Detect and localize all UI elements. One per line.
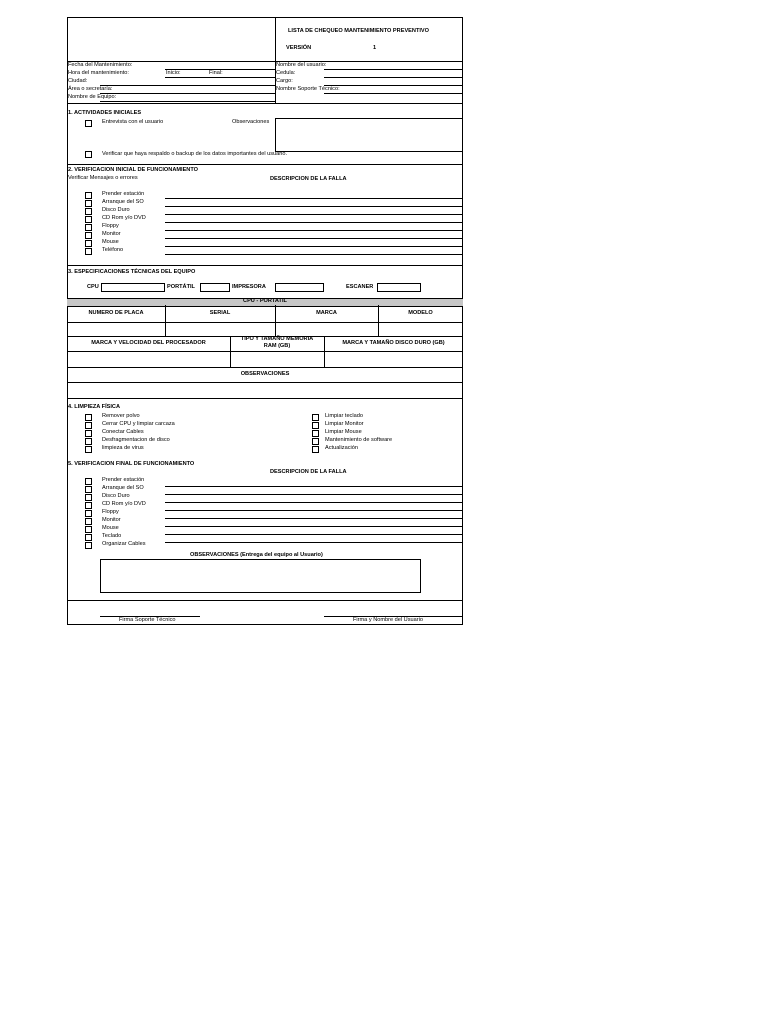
marca-input[interactable] bbox=[276, 323, 378, 336]
check-item-label: Teléfono bbox=[102, 247, 124, 253]
cleaning-item-label: Cerrar CPU y limpiar carcaza bbox=[102, 421, 175, 427]
final-check-checkbox[interactable] bbox=[85, 486, 92, 493]
hora-field[interactable] bbox=[165, 77, 275, 78]
cedula-field[interactable] bbox=[324, 77, 463, 78]
usuario-label: Nombre del usuario: bbox=[276, 62, 327, 68]
s3-obs-header: OBSERVACIONES bbox=[240, 371, 290, 377]
final-check-label: Prender estación bbox=[102, 477, 145, 483]
final-check-label: Arranque del SO bbox=[102, 485, 144, 491]
equipo-field[interactable] bbox=[100, 101, 275, 102]
col-marca: MARCA bbox=[316, 310, 337, 316]
inicio-label: Inicio: bbox=[166, 70, 181, 76]
falla-line[interactable] bbox=[165, 238, 462, 239]
equipo-label: Nombre de Equipo: bbox=[68, 94, 117, 100]
s2-bottom-line bbox=[67, 265, 463, 266]
escaner-field[interactable] bbox=[377, 283, 421, 292]
final-check-checkbox[interactable] bbox=[85, 494, 92, 501]
escaner-label: ESCANER bbox=[346, 284, 374, 290]
final-check-label: Teclado bbox=[102, 533, 122, 539]
col-procesador: MARCA Y VELOCIDAD DEL PROCESADOR bbox=[91, 340, 206, 346]
cleaning-item-checkbox[interactable] bbox=[85, 414, 92, 421]
serial-input[interactable] bbox=[166, 323, 275, 336]
final-check-label: Monitor bbox=[102, 517, 121, 523]
cleaning-item-checkbox[interactable] bbox=[85, 438, 92, 445]
final-check-checkbox[interactable] bbox=[85, 542, 92, 549]
s4-title: 4. LIMPIEZA FÍSICA bbox=[68, 404, 121, 410]
soporte-label: Nombre Soporte Técnico: bbox=[276, 86, 340, 92]
observaciones-field[interactable] bbox=[275, 118, 463, 152]
falla-line[interactable] bbox=[165, 254, 462, 255]
cleaning-item-checkbox[interactable] bbox=[312, 438, 319, 445]
final-check-checkbox[interactable] bbox=[85, 526, 92, 533]
area-field[interactable] bbox=[100, 93, 275, 94]
falla-line[interactable] bbox=[165, 246, 462, 247]
final-check-checkbox[interactable] bbox=[85, 534, 92, 541]
ciudad-field[interactable] bbox=[100, 85, 275, 86]
final-check-checkbox[interactable] bbox=[85, 510, 92, 517]
falla-line[interactable] bbox=[165, 206, 462, 207]
final-falla-line[interactable] bbox=[165, 494, 462, 495]
final-check-label: Floppy bbox=[102, 509, 119, 515]
s5-obs-header: OBSERVACIONES (Entrega del equipo al Usuario) bbox=[190, 552, 323, 558]
final-check-label: Disco Duro bbox=[102, 493, 130, 499]
cleaning-item-checkbox[interactable] bbox=[312, 430, 319, 437]
form-title: LISTA DE CHEQUEO MANTENIMIENTO PREVENTIVO bbox=[288, 28, 429, 34]
check-item-checkbox[interactable] bbox=[85, 208, 92, 215]
impresora-field[interactable] bbox=[275, 283, 324, 292]
s5-bottom-line bbox=[67, 600, 463, 601]
version-label: VERSIÓN bbox=[286, 45, 312, 51]
final-label: Final: bbox=[209, 70, 223, 76]
check-item-checkbox[interactable] bbox=[85, 248, 92, 255]
s2-subtitle: Verificar Mensajes o errores bbox=[68, 175, 138, 181]
check-item-label: Disco Duro bbox=[102, 207, 130, 213]
cleaning-item-checkbox[interactable] bbox=[312, 422, 319, 429]
final-check-checkbox[interactable] bbox=[85, 478, 92, 485]
hora-label: Hora del mantenimiento: bbox=[68, 70, 129, 76]
cleaning-item-label: Mantenimiento de software bbox=[325, 437, 393, 443]
modelo-input[interactable] bbox=[379, 323, 463, 336]
col-ram-line1: TIPO Y TAMAÑO MEMORIA bbox=[240, 336, 314, 342]
col-serial: SERIAL bbox=[209, 310, 231, 316]
ciudad-label: Ciudad: bbox=[68, 78, 88, 84]
cleaning-item-label: Actualización bbox=[325, 445, 358, 451]
cpu-field[interactable] bbox=[101, 283, 165, 292]
info-divider bbox=[275, 61, 276, 103]
usuario-field[interactable] bbox=[324, 69, 463, 70]
s1-bottom-line bbox=[67, 164, 463, 165]
cleaning-item-label: Remover polvo bbox=[102, 413, 140, 419]
portatil-field[interactable] bbox=[200, 283, 230, 292]
fecha-field[interactable] bbox=[165, 69, 275, 70]
cpu-label: CPU bbox=[87, 284, 99, 290]
firma-usuario-label: Firma y Nombre del Usuario bbox=[353, 617, 423, 623]
cleaning-item-label: Limpiar Monitor bbox=[325, 421, 364, 427]
cleaning-item-label: limpieza de virus bbox=[102, 445, 144, 451]
cargo-label: Cargo: bbox=[276, 78, 293, 84]
s2-falla-header: DESCRIPCION DE LA FALLA bbox=[270, 176, 347, 182]
check-item-label: Monitor bbox=[102, 231, 121, 237]
s5-title: 5. VERIFICACION FINAL DE FUNCIONAMIENTO bbox=[68, 461, 195, 467]
portatil-label: PORTÁTIL bbox=[167, 284, 195, 290]
check-item-label: Prender estación bbox=[102, 191, 145, 197]
check-item-checkbox[interactable] bbox=[85, 200, 92, 207]
version-value: 1 bbox=[373, 45, 377, 51]
final-falla-line[interactable] bbox=[165, 486, 462, 487]
cleaning-item-label: Limpiar Mouse bbox=[325, 429, 362, 435]
final-falla-line[interactable] bbox=[165, 526, 462, 527]
procesador-input[interactable] bbox=[68, 352, 230, 367]
disco-input[interactable] bbox=[325, 352, 463, 367]
final-check-label: CD Rom y/o DVD bbox=[102, 501, 146, 507]
final-check-checkbox[interactable] bbox=[85, 502, 92, 509]
cleaning-item-checkbox[interactable] bbox=[312, 414, 319, 421]
col-placa: NUMERO DE PLACA bbox=[88, 310, 144, 316]
check-item-label: Mouse bbox=[102, 239, 119, 245]
final-falla-line[interactable] bbox=[165, 542, 462, 543]
s5-falla-header: DESCRIPCION DE LA FALLA bbox=[270, 469, 347, 475]
cargo-field[interactable] bbox=[324, 85, 463, 86]
final-falla-line[interactable] bbox=[165, 502, 462, 503]
cleaning-item-label: Limpiar teclado bbox=[325, 413, 363, 419]
entrevista-checkbox[interactable] bbox=[85, 120, 92, 127]
falla-line[interactable] bbox=[165, 214, 462, 215]
falla-line[interactable] bbox=[165, 230, 462, 231]
col-modelo: MODELO bbox=[408, 310, 433, 316]
s1-title: 1. ACTIVIDADES INICIALES bbox=[68, 110, 142, 116]
fecha-label: Fecha del Mantenimiento: bbox=[68, 62, 133, 68]
entrevista-label: Entrevista con el usuario bbox=[102, 119, 164, 125]
backup-label: Verificar que haya respaldo o backup de los datos importantes del usuario. bbox=[102, 151, 288, 157]
cleaning-item-label: Desfragmentacion de disco bbox=[102, 437, 170, 443]
backup-checkbox[interactable] bbox=[85, 151, 92, 158]
final-falla-line[interactable] bbox=[165, 510, 462, 511]
s2-title: 2. VERIFICACION INICIAL DE FUNCIONAMIENTO bbox=[68, 167, 199, 173]
s3-title: 3. ESPECIFICACIONES TÉCNICAS DEL EQUIPO bbox=[68, 269, 196, 275]
final-check-checkbox[interactable] bbox=[85, 518, 92, 525]
info-bottom-line bbox=[67, 103, 463, 104]
final-falla-line[interactable] bbox=[165, 534, 462, 535]
cleaning-item-checkbox[interactable] bbox=[85, 422, 92, 429]
ram-input[interactable] bbox=[231, 352, 324, 367]
check-item-checkbox[interactable] bbox=[85, 232, 92, 239]
s3-bottom-line bbox=[67, 398, 463, 399]
falla-line[interactable] bbox=[165, 222, 462, 223]
cleaning-item-checkbox[interactable] bbox=[85, 446, 92, 453]
final-check-label: Mouse bbox=[102, 525, 119, 531]
col-disco: MARCA Y TAMAÑO DISCO DURO (GB) bbox=[342, 340, 445, 346]
check-item-checkbox[interactable] bbox=[85, 192, 92, 199]
cpu-portatil-band-label: CPU - PORTATIL bbox=[243, 298, 287, 304]
final-falla-line[interactable] bbox=[165, 518, 462, 519]
check-item-checkbox[interactable] bbox=[85, 240, 92, 247]
s5-obs-field[interactable] bbox=[100, 559, 421, 593]
header-divider bbox=[275, 17, 276, 61]
col-ram-line2: RAM (GB) bbox=[263, 343, 291, 349]
check-item-label: Arranque del SO bbox=[102, 199, 144, 205]
cleaning-item-label: Conectar Cables bbox=[102, 429, 144, 435]
check-item-checkbox[interactable] bbox=[85, 216, 92, 223]
s3-obs-input[interactable] bbox=[68, 383, 463, 398]
check-item-label: CD Rom y/o DVD bbox=[102, 215, 146, 221]
final-check-label: Organizar Cables bbox=[102, 541, 146, 547]
firma-soporte-label: Firma Soporte Técnico bbox=[119, 617, 176, 623]
soporte-field[interactable] bbox=[324, 93, 463, 94]
check-item-label: Floppy bbox=[102, 223, 119, 229]
table2-bottom-line bbox=[67, 367, 463, 368]
observaciones-label: Observaciones bbox=[232, 119, 270, 125]
cleaning-item-checkbox[interactable] bbox=[312, 446, 319, 453]
area-label: Área o secretaría: bbox=[68, 86, 113, 92]
cedula-label: Cedula: bbox=[276, 70, 296, 76]
placa-input[interactable] bbox=[68, 323, 165, 336]
check-item-checkbox[interactable] bbox=[85, 224, 92, 231]
cleaning-item-checkbox[interactable] bbox=[85, 430, 92, 437]
falla-line[interactable] bbox=[165, 198, 462, 199]
impresora-label: IMPRESORA bbox=[232, 284, 266, 290]
